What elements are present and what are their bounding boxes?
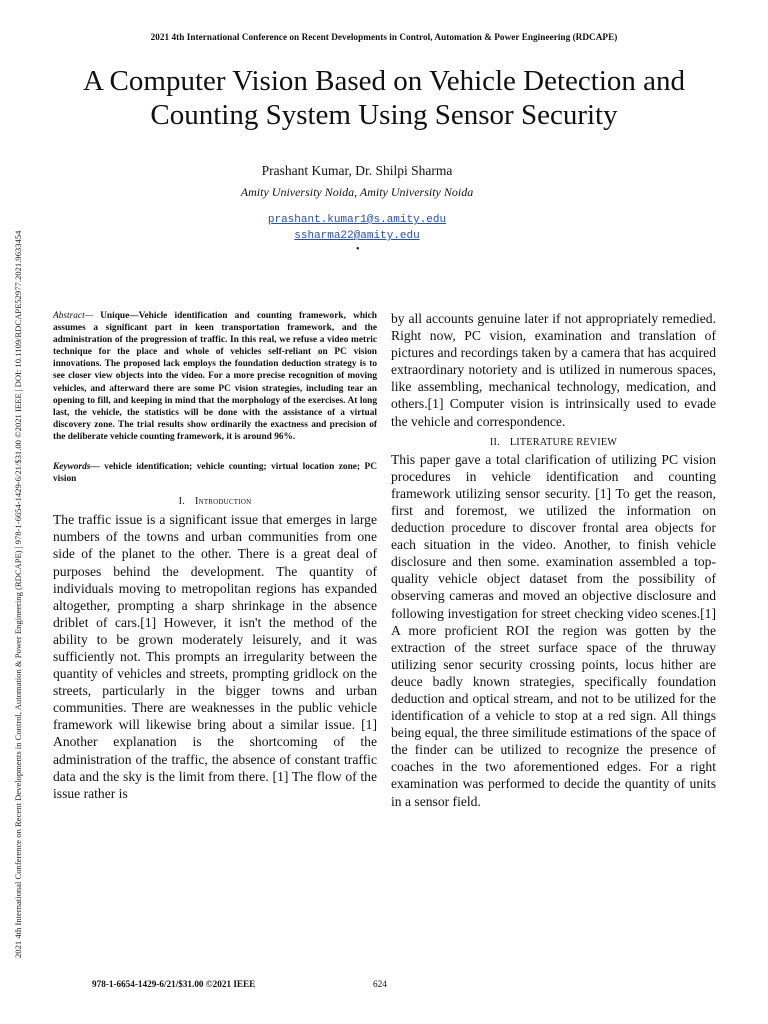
intro-heading [53,496,377,507]
keywords-label: Keywords— [53,462,100,473]
conference-header: 2021 4th International Conference on Recent Developments in Control, Automation & Power Engineering (RDCAPE) [150,32,618,42]
page-number: 624 [373,979,387,989]
keywords [53,461,377,485]
intro-paragraph: The traffic issue is a significant issue that emerges in large numbers of the towns and urban communities from one side of the planet to the other. There is a great deal of purposes behind the development. The quantity of individuals moving to metropolitan regions has expanded altogether, prompting a sharp shrinkage in the absence driblet of cars.[1] However, it isn't the method of the ability to be grown moderately leisurely, and it was sufficiently not. This prompts an irregularity between the quantity of vehicles and streets, prompting gridlock on the streets, particularly in the bigger towns and urban communities. There are weaknesses in the public vehicle framework will likewise bring about a similar issue. [1] Another explanation is the shortcoming of the administration of the traffic, the absence of constant traffic data and the sky is the limit from there. [1] The flow of the issue rather is [53,512,377,801]
affiliation: Amity University Noida, Amity University Noida [240,185,474,199]
intro-number: I. [178,496,185,508]
footer-isbn: 978-1-6654-1429-6/21/$31.00 ©2021 IEEE [92,979,256,989]
bullet-dot: • [356,244,360,255]
title-line-1: A Computer Vision Based on Vehicle Detection and [82,65,686,97]
doi-side-strip: 2021 4th International Conference on Recent Developments in Control, Automation & Power Engineering (RDCAPE) | 978-1-6654-1429-6/21/$31.00 ©2021 IEEE | DOI: 10.1109/RDCAPE52977.2021.9633454 [13,230,23,958]
paper-title [0,64,768,132]
literature-review-heading [391,437,716,448]
lit-review-number: II. [489,436,500,448]
email-link-2[interactable]: ssharma22@amity.edu [294,230,420,242]
intro-title: Introduction [194,496,252,508]
keywords-text: vehicle identification; vehicle counting; virtual location zone; PC vision [53,462,377,485]
email-link-1[interactable]: prashant.kumar1@s.amity.edu [267,214,447,226]
title-line-2: Counting System Using Sensor Security [150,99,618,131]
lit-review-title: LITERATURE REVIEW [509,436,618,448]
abstract [53,310,377,443]
abstract-text: Unique—Vehicle identification and counting framework, which assumes a significant part in keen transportation framework, and the administration of the progression of traffic. In this real, we refuse a video metric technique for the place and whole of vehicles self-reliant on PC vision innovations. The proposed lack employs the foundation deduction strategy is to see closer view objects into the video. For a more precise recognition of moving vehicles, and afterward there are some PC vision strategies, including tear an opening to fill, and keeping in mind that the morphology of the exercises. At long last, the vehicle, the statistics will be done with the assistance of a virtual discovery zone. The trial results show ordinarily the exactness and precision of the deliberate vehicle counting framework, it is around 96%. [53,311,377,442]
literature-review-paragraph: This paper gave a total clarification of utilizing PC vision procedures in vehicle identification and counting framework utilizing sensor security. [1] To get the reason, first and foremost, we utilized the information on deduction procedure to discover frontal area objects for each situation in the video. Another, to finish vehicle disclosure and then some. examination assembled a top-quality vehicle object dataset from the possibility of observing cameras and moved an objective disclosure and following investigation for street checking video scenes.[1] A more proficient ROI the region was gotten by the extraction of the street surface space of the thruway utilizing senor security crossing points, locus hither are deuce badly known strategies, specifically foundation deduction and optical stream, and not to be utilized for the identification of a vehicle to stop at a red sign. All things being equal, the three similitude estimations of the space of the finder can be utilized to recognize the presence of coaches in the two aforementioned edges. For a right examination was performed to decide the quantity of units in a sensor field. [391,451,716,809]
left-column [53,310,377,802]
intro-continued-paragraph: by all accounts genuine later if not appropriately remedied. Right now, PC vision, examination and translation of pictures and recordings taken by a camera that has acquired extraordinary notoriety and is utilized in numerous spaces, like assembling, mechanical technology, medication, and others.[1] Computer vision is intrinsically used to evade the vehicle and correspondence. [391,311,716,429]
abstract-label: Abstract— [53,311,93,321]
right-column [391,310,716,810]
author-list: Prashant Kumar, Dr. Shilpi Sharma [261,163,453,178]
